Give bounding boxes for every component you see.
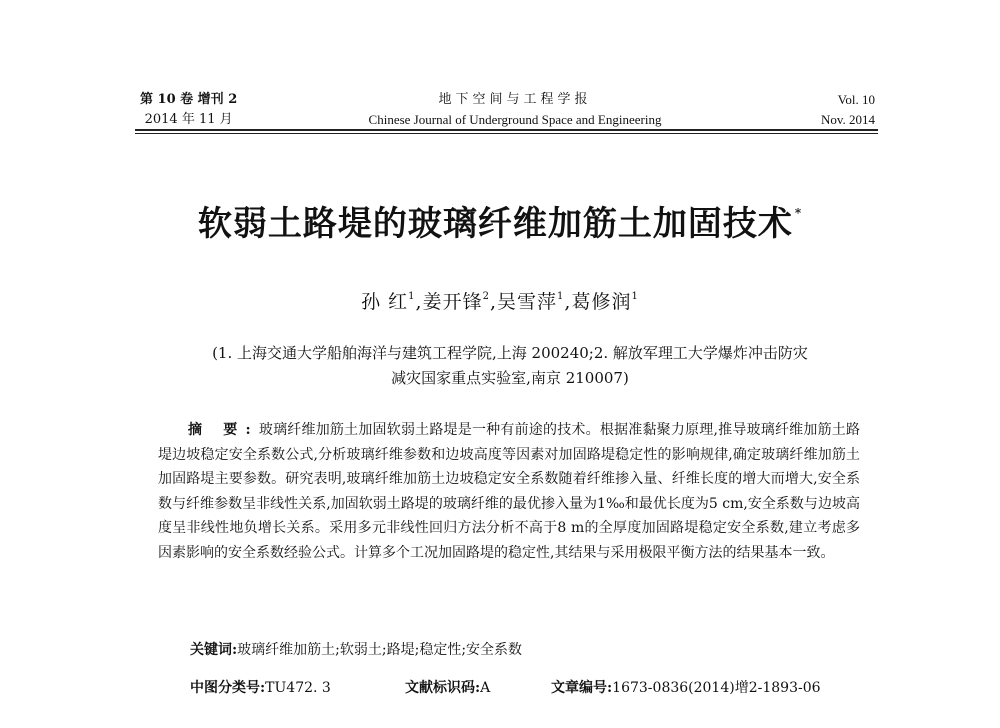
author-separator: , [564,291,572,313]
article-number-value: 1673-0836(2014)增2-1893-06 [612,680,821,696]
volume-date: Nov. 2014 [820,112,875,127]
header-rule-thick [135,129,878,131]
keywords-label: 关键词: [190,642,238,658]
clc-value: TU472. 3 [265,680,331,696]
title-footnote-mark: * [794,206,803,220]
author-name: 孙 红 [361,291,409,313]
document-code-value: A [480,680,491,696]
affiliation-line: 减灾国家重点实验室,南京 210007) [391,369,629,387]
abstract-text: 玻璃纤维加筋土加固软弱土路堤是一种有前途的技术。根据准黏聚力原理,推导玻璃纤维加筋土路堤边坡稳定安全系数公式,分析玻璃纤维参数和边坡高度等因素对加固路堤稳定性的影响规律,确定玻璃纤维加筋土加固路堤主要参数。研究表明,玻璃纤维加筋土边坡稳定安全系数随着纤维掺入量、纤维长度的增大而增大,安全系数与纤维参数呈非线性关系,加固软弱土路堤的玻璃纤维的最优掺入量为1‰和最优长度为5 cm,安全系数与边坡高度呈非线性地负增长关系。采用多元非线性回归方法分析不高于8 m的全厚度加固路堤稳定安全系数,建立考虑多因素影响的安全系数经验公式。计算多个工况加固路堤的稳定性,其结果与采用极限平衡方法的结果基本一致。 [158,422,860,561]
article-number [551,680,821,696]
document-code-label: 文献标识码: [405,680,481,696]
affiliations [150,341,870,391]
clc-label: 中图分类号: [190,680,266,696]
author-list [0,287,1000,314]
author-affil-mark: 1 [631,291,639,302]
classification-line [190,677,870,699]
paper-title [0,196,1000,245]
abstract [158,418,860,565]
issue-date: 2014 年 11 月 [144,112,233,127]
affiliation-line: (1. 上海交通大学船舶海洋与建筑工程学院,上海 200240;2. 解放军理工大学爆炸冲击防灾 [212,344,808,362]
issue-info [140,90,237,130]
document-code [405,677,551,699]
author-name: 吴雪萍 [497,291,558,313]
author-name: 姜开锋 [422,291,483,313]
paper-title-text: 软弱土路堤的玻璃纤维加筋土加固技术 [197,204,793,244]
volume-number: Vol. 10 [837,92,875,107]
volume-info [821,90,875,130]
author-name: 葛修润 [571,291,632,313]
keywords-text: 玻璃纤维加筋土;软弱土;路堤;稳定性;安全系数 [237,642,523,658]
issue-volume: 第 10 卷 增刊 2 [140,92,238,107]
author-separator: , [489,291,498,313]
clc-number [190,677,405,699]
author-affil-mark: 1 [408,291,416,302]
keywords [190,638,860,662]
author-affil-mark: 2 [482,291,490,302]
journal-name-cn: 地下空间与工程学报 [438,92,592,107]
author-affil-mark: 1 [557,291,565,302]
abstract-label: 摘 要: [188,422,259,438]
header-rule-thin [135,133,878,134]
journal-name [300,90,730,130]
author-separator: , [415,291,423,313]
journal-name-en: Chinese Journal of Underground Space and Engineering [368,112,662,127]
article-number-label: 文章编号: [551,680,613,696]
